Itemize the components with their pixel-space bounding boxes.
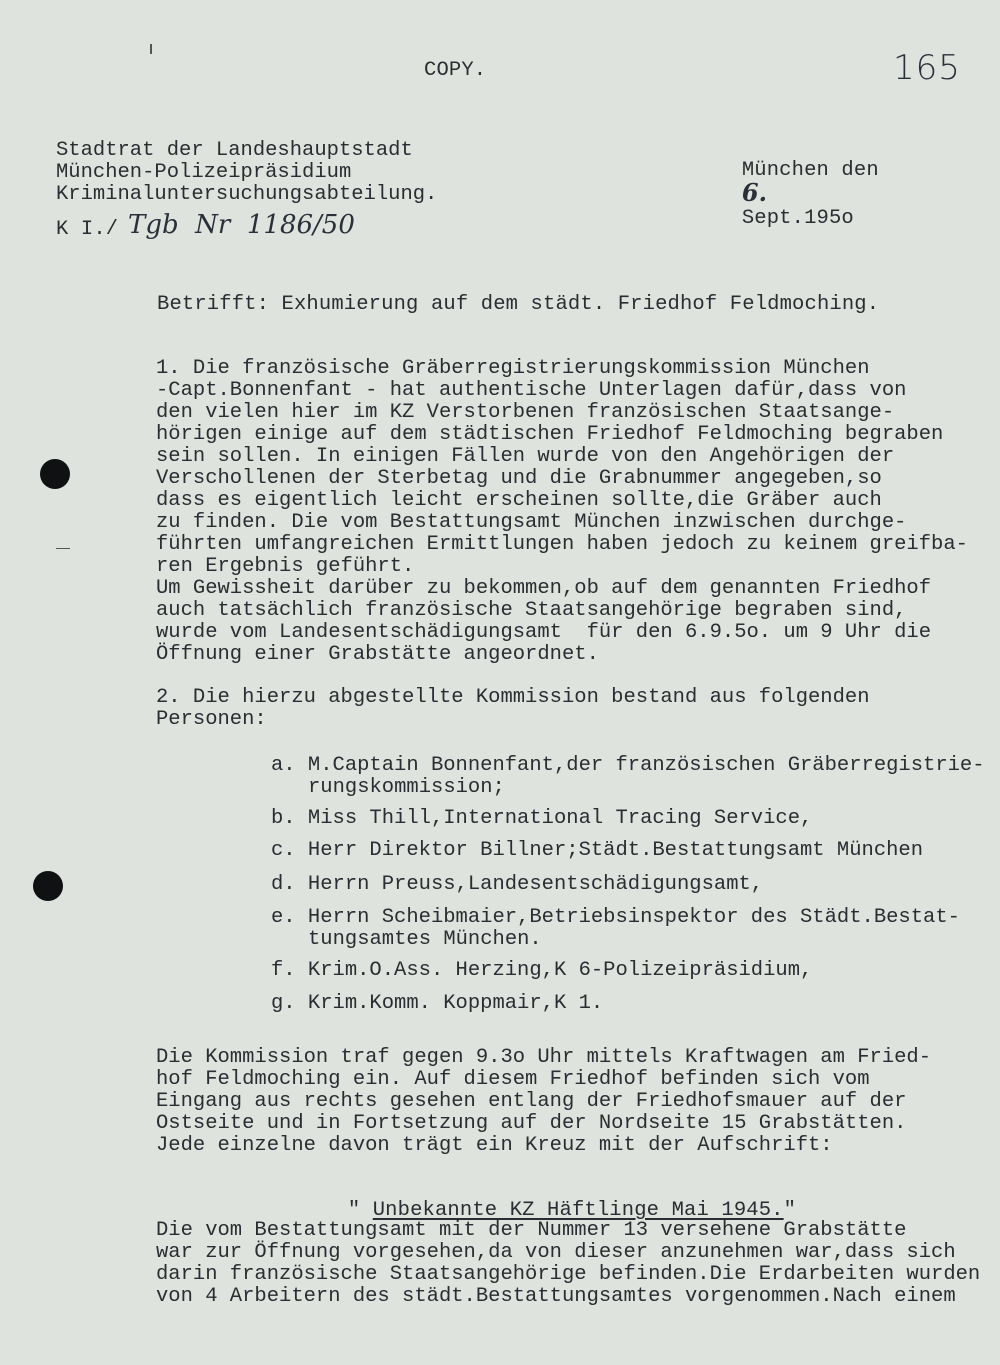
member-item [271,993,603,1015]
text-line: Die Kommission traf gegen 9.3o Uhr mittels Kraftwagen am Fried- [156,1046,932,1069]
text-line: von 4 Arbeitern des städt.Bestattungsamtes vorgenommen.Nach einem [156,1285,956,1308]
member-letter: g. [271,992,296,1015]
member-line [271,777,985,799]
text-line: Öffnung einer Grabstätte angeordnet. [156,643,599,666]
member-line [271,808,812,830]
member-text: Krim.Komm. Koppmair,K 1. [307,992,604,1015]
member-line [271,993,603,1015]
text-line: den vielen hier im KZ Verstorbenen französischen Staatsange- [156,401,895,424]
reference-printed: K I./ [56,218,119,241]
subject-line: Betrifft: Exhumierung auf dem städt. Friedhof Feldmoching. [157,293,880,316]
text-line: zu finden. Die vom Bestattungsamt München inzwischen durchge- [156,511,907,534]
text-line: Um Gewissheit darüber zu bekommen,ob auf dem genannten Friedhof [156,577,932,600]
member-text: tungsamtes München. [308,928,542,951]
paragraph-4 [156,1220,1000,1308]
member-text: M.Captain Bonnenfant,der französischen Gräberregistrie- [307,754,985,777]
inscription-text: Unbekannte KZ Häftlinge Mai 1945. [372,1199,784,1222]
punch-hole-bottom [33,871,63,901]
text-line: Die vom Bestattungsamt mit der Nummer 13 versehene Grabstätte [156,1220,907,1242]
text-line: ren Ergebnis geführt. [156,555,415,578]
date-day: 6. [741,178,768,207]
member-item [271,808,812,830]
member-text: rungskommission; [308,776,505,799]
member-text: Krim.O.Ass. Herzing,K 6-Polizeipräsidium, [307,959,813,982]
member-line [271,929,960,951]
text-line: 2. Die hierzu abgestellte Kommission bestand aus folgenden [156,686,870,709]
inscription-close-quote: " [783,1199,797,1222]
date-rest: Sept.195o [741,207,854,230]
text-line: 1. Die französische Gräberregistrierungskommission München [156,357,870,380]
inscription-open-quote: " [347,1199,361,1222]
text-line: dass es eigentlich leicht erscheinen sollte,die Gräber auch [156,489,882,512]
paper-mark [56,548,70,549]
member-item [271,960,812,982]
member-item [271,840,923,862]
member-line [271,755,985,777]
member-item [271,874,763,896]
text-line: Jede einzelne davon trägt ein Kreuz mit der Aufschrift: [156,1134,833,1157]
member-letter: a. [271,754,296,777]
member-letter: c. [271,839,296,862]
member-letter: f. [271,959,296,982]
member-letter: d. [271,873,296,896]
member-text: Miss Thill,International Tracing Service, [307,807,813,830]
text-line: hörigen einige auf dem städtischen Friedhof Feldmoching begraben [156,423,944,446]
sender-line: Stadtrat der Landeshauptstadt [56,139,413,162]
paper-mark [150,44,152,54]
page-number: 165 [893,48,961,88]
text-line: führten umfangreichen Ermittlungen haben jedoch zu keinem greifba- [156,533,968,556]
member-text: Herrn Preuss,Landesentschädigungsamt, [307,873,764,896]
sender-block [56,140,437,206]
member-line [271,874,763,896]
sender-line: Kriminaluntersuchungsabteilung. [56,183,438,206]
text-line: Eingang aus rechts gesehen entlang der Friedhofsmauer auf der [156,1090,907,1113]
text-line: war zur Öffnung vorgesehen,da von dieser anzunehmen war,dass sich [156,1241,956,1264]
reference-handwritten: Tgb Nr 1186/50 [128,210,355,240]
member-line [271,960,812,982]
text-line: hof Feldmoching ein. Auf diesem Friedhof befinden sich vom [156,1068,870,1091]
member-item [271,755,985,799]
paragraph-1 [156,358,968,666]
text-line: wurde vom Landesentschädigungsamt für den 6.9.5o. um 9 Uhr die [156,621,932,644]
copy-label: COPY. [424,59,487,82]
member-item [271,907,960,951]
member-letter: b. [271,807,296,830]
member-text: Herrn Scheibmaier,Betriebsinspektor des Städt.Bestat- [307,906,960,929]
member-letter: e. [271,906,296,929]
text-line: sein sollen. In einigen Fällen wurde von den Angehörigen der [156,445,895,468]
text-line: darin französische Staatsangehörige befinden.Die Erdarbeiten wurden [156,1263,981,1286]
member-line [271,840,923,862]
member-text: Herr Direktor Billner;Städt.Bestattungsamt München [307,839,924,862]
paragraph-3 [156,1047,931,1157]
text-line: Personen: [156,708,267,731]
text-line: Verschollenen der Sterbetag und die Grabnummer angegeben,so [156,467,882,490]
sender-line: München-Polizeipräsidium [56,161,352,184]
date-line [692,138,879,252]
text-line: -Capt.Bonnenfant - hat authentische Unterlagen dafür,dass von [156,379,907,402]
date-prefix: München den [741,159,879,182]
text-line: Ostseite und in Fortsetzung auf der Nordseite 15 Grabstätten. [156,1112,907,1135]
text-line: auch tatsächlich französische Staatsangehörige begraben sind, [156,599,907,622]
member-line [271,907,960,929]
punch-hole-top [40,459,70,489]
paragraph-2 [156,687,870,731]
